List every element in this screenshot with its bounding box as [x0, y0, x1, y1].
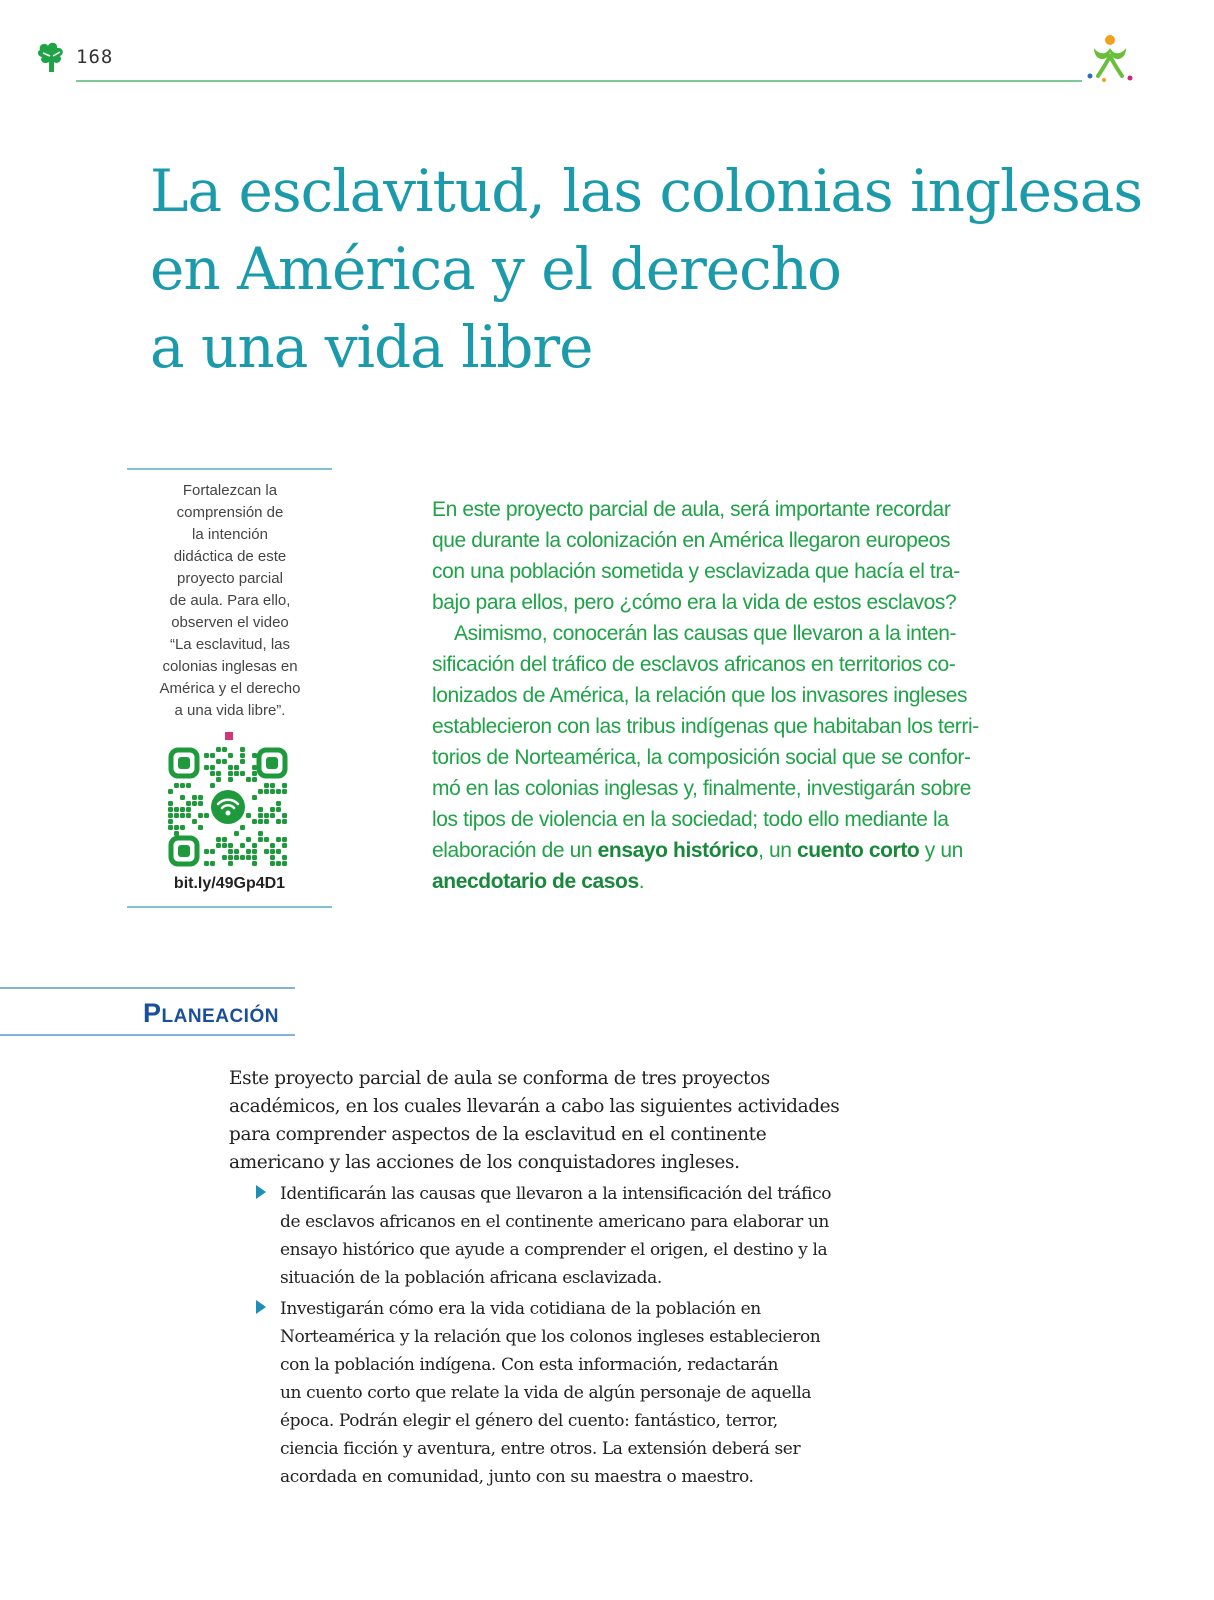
planning-line: Este proyecto parcial de aula se conforma de tres proyectos	[229, 1068, 770, 1089]
planning-intro	[229, 1065, 869, 1177]
section-heading-top-rule	[0, 987, 295, 989]
sidebar-line: proyecto parcial	[177, 570, 283, 587]
intro-line: lonizados de América, la relación que los invasores ingleses	[432, 684, 968, 707]
triangle-bullet-icon	[256, 1300, 266, 1314]
sidebar-line: América y el derecho	[159, 680, 301, 697]
sidebar-line: observen el video	[171, 614, 289, 631]
list-item-text	[280, 1180, 880, 1292]
list-item-text	[280, 1295, 880, 1491]
title-line: La esclavitud, las colonias inglesas	[150, 157, 1143, 225]
list-line: un cuento corto que relate la vida de algún personaje de aquella	[280, 1383, 812, 1403]
pink-marker	[225, 732, 233, 740]
tree-book-icon	[36, 40, 68, 74]
intro-line: bajo para ellos, pero ¿cómo era la vida de estos esclavos?	[432, 591, 957, 614]
list-line: época. Podrán elegir el género del cuento: fantástico, terror,	[280, 1411, 778, 1431]
intro-line: mó en las colonias inglesas y, finalmente, investigarán sobre	[432, 777, 972, 800]
list-line: Identificarán las causas que llevaron a la intensificación del tráfico	[280, 1184, 832, 1204]
sidebar-note	[133, 480, 327, 722]
sidebar-line: “La esclavitud, las	[169, 636, 291, 653]
intro-line: anecdotario de casos.	[432, 870, 645, 893]
sidebar-line: colonias inglesas en	[162, 658, 298, 675]
key-term: cuento corto	[796, 839, 920, 862]
list-line: de esclavos africanos en el continente americano para elaborar un	[280, 1212, 829, 1232]
section-heading: Planeación	[143, 998, 279, 1028]
list-line: ensayo histórico que ayude a comprender el origen, el destino y la	[280, 1240, 828, 1260]
list-line: con la población indígena. Con esta información, redactarán	[280, 1355, 779, 1375]
sidebar-bottom-divider	[127, 906, 332, 908]
header-divider	[76, 80, 1082, 82]
intro-line: En este proyecto parcial de aula, será importante recordar	[432, 498, 951, 521]
intro-paragraph	[432, 494, 1024, 897]
planning-line: para comprender aspectos de la esclavitud en el continente	[229, 1124, 767, 1145]
page-number: 168	[76, 46, 114, 68]
title-line: a una vida libre	[150, 313, 593, 381]
intro-line: elaboración de un ensayo histórico, un cuento corto y un	[432, 839, 963, 862]
triangle-bullet-icon	[256, 1185, 266, 1199]
sidebar-line: comprensión de	[176, 504, 284, 521]
list-line: ciencia ficción y aventura, entre otros. La extensión deberá ser	[280, 1439, 801, 1459]
intro-line: que durante la colonización en América llegaron europeos	[432, 529, 951, 552]
chapter-title	[150, 152, 1143, 386]
intro-line: establecieron con las tribus indígenas que habitaban los terri-	[432, 715, 979, 738]
intro-line: torios de Norteamérica, la composición social que se confor-	[432, 746, 971, 769]
sidebar-line: la intención	[192, 526, 268, 543]
sidebar-line: a una vida libre”.	[174, 702, 286, 719]
sidebar-line: de aula. Para ello,	[169, 592, 291, 609]
sidebar-line: Fortalezcan la	[182, 482, 278, 499]
intro-line: los tipos de violencia en la sociedad; todo ello mediante la	[432, 808, 949, 831]
list-line: situación de la población africana esclavizada.	[280, 1268, 662, 1288]
planning-line: académicos, en los cuales llevarán a cabo las siguientes actividades	[229, 1096, 840, 1117]
key-term: anecdotario de casos	[432, 870, 639, 893]
people-logo-icon	[1084, 32, 1136, 86]
intro-line: sificación del tráfico de esclavos africanos en territorios co-	[432, 653, 956, 676]
title-line: en América y el derecho	[150, 235, 841, 303]
qr-code-icon[interactable]	[168, 747, 288, 867]
intro-line: Asimismo, conocerán las causas que llevaron a la inten-	[454, 622, 957, 645]
list-line: acordada en comunidad, junto con su maestra o maestro.	[280, 1467, 754, 1487]
list-line: Norteamérica y la relación que los colonos ingleses establecieron	[280, 1327, 821, 1347]
key-term: ensayo histórico	[597, 839, 759, 862]
intro-line: con una población sometida y esclavizada que hacía el tra-	[432, 560, 960, 583]
list-line: Investigarán cómo era la vida cotidiana de la población en	[280, 1299, 761, 1319]
sidebar-line: didáctica de este	[173, 548, 287, 565]
sidebar-top-divider	[127, 468, 332, 470]
section-heading-bottom-rule	[0, 1034, 295, 1036]
planning-line: americano y las acciones de los conquistadores ingleses.	[229, 1152, 740, 1173]
qr-url[interactable]: bit.ly/49Gp4D1	[173, 875, 286, 892]
